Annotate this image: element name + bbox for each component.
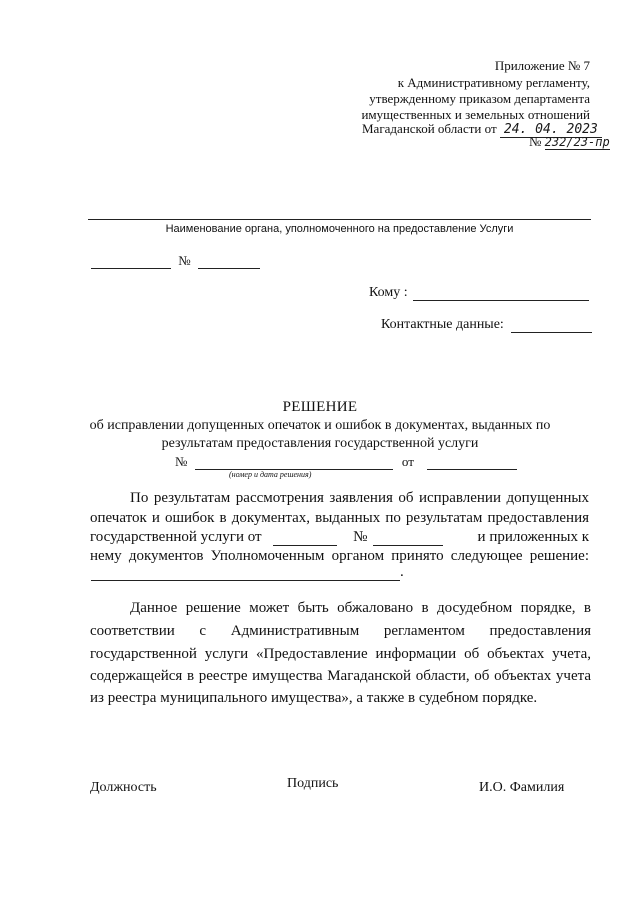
authority-name-caption: Наименование органа, уполномоченного на предоставление Услуги <box>165 223 514 235</box>
annex-line-1: Приложение № 7 <box>494 58 590 73</box>
registration-number <box>91 253 260 269</box>
annex-handwritten-number: 232/23-пр <box>544 135 610 149</box>
decision-date-blank <box>427 455 517 470</box>
recipient-contacts-blank <box>511 318 592 333</box>
recipient-to-label: Кому : <box>369 285 408 300</box>
annex-number-prefix: № <box>529 134 542 149</box>
recipient-to-blank <box>413 286 589 301</box>
annex-date-prefix: Магаданской области от <box>362 121 497 136</box>
annex-line-4: имущественных и земельных отношений <box>361 107 590 122</box>
decision-number-caption: (номер и дата решения) <box>229 470 312 479</box>
recipient-contacts <box>381 317 592 333</box>
decision-number-blank <box>195 455 393 470</box>
authority-name-line <box>88 219 591 220</box>
annex-line-2: к Административному регламенту, <box>397 75 590 90</box>
body-decision-blank-line <box>91 564 404 581</box>
body-p1-number-sign: № <box>353 529 368 545</box>
body-p1-line-1: По результатам рассмотрения заявления об исправлении допущенных <box>130 490 589 506</box>
recipient-contacts-label: Контактные данные: <box>381 317 504 332</box>
body-p1-end: . <box>400 564 404 580</box>
annex-number-line <box>529 134 610 150</box>
annex-line-3: утвержденному приказом департамента <box>369 91 590 106</box>
decision-subtitle-line-1: об исправлении допущенных опечаток и ошибок в документах, выданных по <box>89 418 551 433</box>
body-p1-line-3 <box>90 529 589 546</box>
signature-full-name: И.О. Фамилия <box>479 780 565 795</box>
decision-subtitle-line-2: результатам предоставления государственной услуги <box>161 436 479 451</box>
body-service-date-blank <box>273 531 337 546</box>
body-p2-line-4: содержащейся в реестре имущества Магаданской области, об объектах учета <box>90 668 591 684</box>
body-decision-blank <box>91 566 400 581</box>
body-p1-line-3a: государственной услуги от <box>90 529 262 545</box>
registration-number-sign: № <box>178 253 191 268</box>
body-p2-line-5: из реестра муниципального имущества», а также в судебном порядке. <box>90 690 538 706</box>
decision-from-label: от <box>401 454 414 469</box>
decision-number-sign: № <box>175 454 188 469</box>
body-p1-line-3c: и приложенных к <box>477 529 589 545</box>
decision-heading: РЕШЕНИЕ <box>282 399 358 415</box>
signature-position: Должность <box>90 780 157 795</box>
registration-date-blank <box>91 254 171 269</box>
body-p1-line-4: нему документов Уполномоченным органом принято следующее решение: <box>90 548 589 564</box>
registration-number-blank <box>198 254 260 269</box>
body-service-number-blank <box>373 531 443 546</box>
body-p2-line-2: соответствии с Административным регламентом предоставления <box>90 623 591 639</box>
annex-handwritten-date: 24. 04. 2023 <box>500 122 602 138</box>
body-p1-line-2: опечаток и ошибок в документах, выданных по результатам предоставления <box>90 510 589 526</box>
body-p2-line-3: государственной услуги «Предоставление информации об объектах учета, <box>90 646 591 662</box>
body-p2-line-1: Данное решение может быть обжаловано в досудебном порядке, в <box>130 600 591 616</box>
signature-signature: Подпись <box>287 776 339 791</box>
recipient-to <box>369 285 589 301</box>
decision-number-line <box>175 454 517 470</box>
